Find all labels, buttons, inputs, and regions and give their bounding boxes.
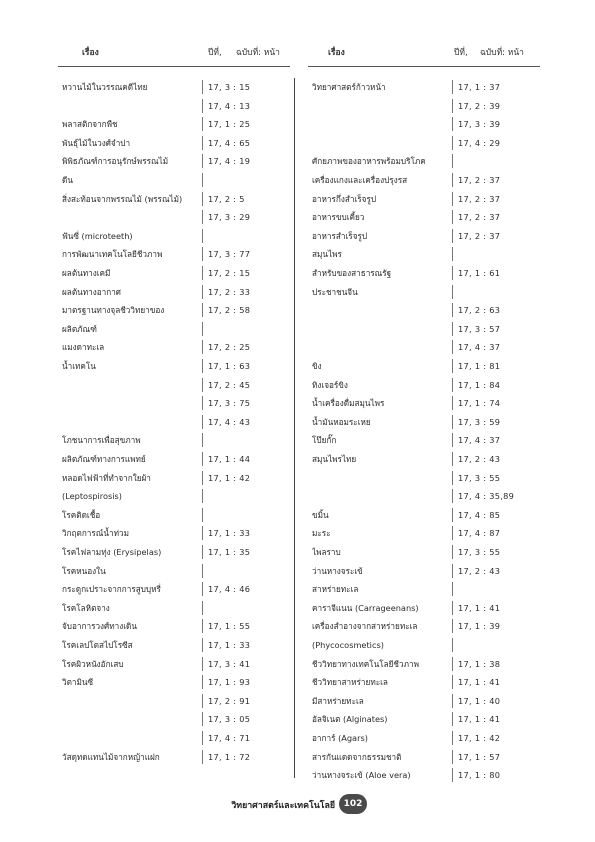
index-row xyxy=(62,396,292,410)
index-topic: สมุนไพรไทย xyxy=(312,454,357,464)
column-separator xyxy=(452,489,453,503)
index-topic: โรคโลหิตจาง xyxy=(62,602,110,613)
column-separator xyxy=(202,471,203,485)
index-year-issue-page: 17, 2 : 25 xyxy=(208,342,251,353)
index-topic: ชีววิทยาสาหร่ายทะเล xyxy=(312,677,388,688)
column-separator xyxy=(452,750,453,764)
index-year-issue-page: 17, 1 : 41 xyxy=(458,677,501,688)
index-row xyxy=(312,136,547,150)
index-topic: ว่านหางจระเข้ (Aloe vera) xyxy=(312,770,411,781)
index-row xyxy=(312,768,547,782)
index-topic: วิกฤตการณ์น้ำท่วม xyxy=(62,528,129,539)
index-year-issue-page: 17, 2 : 43 xyxy=(458,565,501,576)
column-separator xyxy=(452,154,453,168)
index-year-issue-page: 17, 4 : 19 xyxy=(208,156,251,167)
footer-journal-title: วิทยาศาสตร์และเทคโนโลยี xyxy=(231,801,335,811)
index-year-issue-page: 17, 2 : 37 xyxy=(458,193,501,204)
column-separator xyxy=(452,285,453,299)
index-row xyxy=(312,619,547,633)
index-year-issue-page: 17, 1 : 81 xyxy=(458,361,501,371)
column-separator xyxy=(202,266,203,280)
index-row xyxy=(62,452,292,466)
index-year-issue-page: 17, 4 : 13 xyxy=(208,100,251,111)
index-row xyxy=(62,526,292,540)
index-year-issue-page: 17, 4 : 85 xyxy=(458,509,501,520)
column-separator xyxy=(202,340,203,354)
column-separator xyxy=(452,731,453,745)
index-row xyxy=(312,712,547,726)
column-separator xyxy=(452,99,453,113)
index-topic: สมุนไพร xyxy=(312,249,342,260)
index-topic: หวานไม้ในวรรณคดีไทย xyxy=(62,82,148,92)
index-topic: ประชาชนจีน xyxy=(312,286,358,297)
index-year-issue-page: 17, 1 : 93 xyxy=(208,677,251,688)
index-row xyxy=(62,545,292,559)
column-separator xyxy=(202,136,203,150)
index-row xyxy=(312,545,547,559)
index-row xyxy=(312,471,547,485)
column-separator xyxy=(202,489,203,503)
index-topic: ขิง xyxy=(312,361,322,371)
right-header-topic: เรื่อง xyxy=(328,48,345,58)
column-separator xyxy=(452,471,453,485)
index-year-issue-page: 17, 2 : 15 xyxy=(208,268,251,278)
index-row xyxy=(62,136,292,150)
index-topic: โรคเลปโตสไปโรซีส xyxy=(62,640,133,650)
index-row xyxy=(62,582,292,596)
index-year-issue-page: 17, 1 : 25 xyxy=(208,119,251,130)
index-topic: สำหรับของสาธารณรัฐ xyxy=(312,268,392,278)
column-separator xyxy=(452,266,453,280)
column-separator xyxy=(202,675,203,689)
index-row xyxy=(62,210,292,224)
column-separator xyxy=(202,192,203,206)
index-topic: เครื่องสำอางจากสาหร่ายทะเล xyxy=(312,621,418,632)
index-row xyxy=(312,80,547,94)
column-separator xyxy=(202,526,203,540)
index-year-issue-page: 17, 1 : 63 xyxy=(208,361,251,371)
index-year-issue-page: 17, 1 : 61 xyxy=(458,268,501,278)
right-header-year: ปีที่, xyxy=(454,48,468,58)
column-separator xyxy=(452,173,453,187)
index-year-issue-page: 17, 4 : 46 xyxy=(208,584,251,595)
index-year-issue-page: 17, 2 : 33 xyxy=(208,286,251,297)
index-row xyxy=(312,750,547,764)
index-topic: มะระ xyxy=(312,528,331,539)
index-row xyxy=(62,192,292,206)
column-separator xyxy=(452,582,453,596)
index-row xyxy=(312,526,547,540)
index-topic: วิทยาศาสตร์ก้าวหน้า xyxy=(312,82,386,92)
column-separator xyxy=(452,340,453,354)
index-row xyxy=(312,694,547,708)
index-topic: ว่านหางจระเข้ xyxy=(312,565,363,576)
index-row xyxy=(312,303,547,317)
index-year-issue-page: 17, 4 : 65 xyxy=(208,137,251,148)
index-year-issue-page: 17, 4 : 37 xyxy=(458,435,501,446)
index-row xyxy=(62,712,292,726)
index-year-issue-page: 17, 3 : 29 xyxy=(208,212,251,223)
index-row xyxy=(312,582,547,596)
page-footer xyxy=(0,790,595,820)
index-row xyxy=(312,489,547,503)
index-year-issue-page: 17, 1 : 72 xyxy=(208,751,251,762)
index-row xyxy=(312,154,547,168)
column-separator xyxy=(452,657,453,671)
index-row xyxy=(62,657,292,671)
column-separator xyxy=(202,619,203,633)
index-year-issue-page: 17, 1 : 74 xyxy=(458,398,501,409)
index-year-issue-page: 17, 4 : 37 xyxy=(458,342,501,353)
index-row xyxy=(312,340,547,354)
column-separator xyxy=(452,210,453,224)
index-year-issue-page: 17, 1 : 42 xyxy=(208,472,251,483)
index-row xyxy=(312,192,547,206)
column-separator xyxy=(452,508,453,522)
index-row xyxy=(62,694,292,708)
index-year-issue-page: 17, 3 : 05 xyxy=(208,714,251,725)
column-separator xyxy=(452,433,453,447)
column-separator xyxy=(202,415,203,429)
index-topic: หลอดไฟฟ้าที่ทำจากใยผ้า xyxy=(62,472,151,483)
index-year-issue-page: 17, 2 : 63 xyxy=(458,305,501,316)
index-row xyxy=(312,266,547,280)
index-topic: ศักยภาพของอาหารพร้อมบริโภค xyxy=(312,156,426,167)
column-separator xyxy=(202,750,203,764)
index-year-issue-page: 17, 2 : 37 xyxy=(458,212,501,223)
index-row xyxy=(312,210,547,224)
index-topic: โป๊ยกั๊ก xyxy=(312,435,337,446)
index-row xyxy=(62,415,292,429)
index-topic: อาหารสำเร็จรูป xyxy=(312,230,368,241)
index-row xyxy=(312,117,547,131)
index-row xyxy=(312,508,547,522)
column-separator xyxy=(202,694,203,708)
index-topic: (Phycocosmetics) xyxy=(312,640,384,650)
column-separator xyxy=(452,619,453,633)
index-year-issue-page: 17, 2 : 43 xyxy=(458,454,501,464)
index-topic: โภชนาการเพื่อสุขภาพ xyxy=(62,435,141,446)
index-year-issue-page: 17, 3 : 41 xyxy=(208,658,251,669)
index-row xyxy=(312,675,547,689)
index-year-issue-page: 17, 1 : 33 xyxy=(208,640,251,650)
column-separator xyxy=(452,694,453,708)
index-topic: ดีน xyxy=(62,175,73,185)
index-row xyxy=(62,99,292,113)
column-separator xyxy=(202,657,203,671)
column-separator xyxy=(202,452,203,466)
index-topic: ฟันซี่ (microteeth) xyxy=(62,230,133,241)
index-row xyxy=(62,378,292,392)
index-year-issue-page: 17, 2 : 91 xyxy=(208,695,251,706)
index-year-issue-page: 17, 1 : 84 xyxy=(458,379,501,390)
index-row xyxy=(62,675,292,689)
column-separator xyxy=(202,99,203,113)
index-row xyxy=(312,657,547,671)
index-topic: ทิงเจอร์ขิง xyxy=(312,379,348,390)
index-year-issue-page: 17, 1 : 57 xyxy=(458,751,501,762)
index-topic: กระดูกเปราะจากการสูบบุหรี่ xyxy=(62,584,161,595)
index-year-issue-page: 17, 1 : 39 xyxy=(458,621,501,632)
index-topic: สิ่งสะท้อนจากพรรณไม้ (พรรณไม้) xyxy=(62,193,183,204)
index-topic: อัลจิเนต (Alginates) xyxy=(312,714,388,725)
index-topic: วิตามินซี xyxy=(62,677,94,688)
column-separator xyxy=(202,303,203,317)
column-separator xyxy=(452,712,453,726)
column-separator xyxy=(202,210,203,224)
index-year-issue-page: 17, 3 : 77 xyxy=(208,249,251,260)
index-year-issue-page: 17, 2 : 37 xyxy=(458,230,501,241)
index-topic: โรคผิวหนังอักเสบ xyxy=(62,658,124,669)
index-topic: มาตรฐานทางจุลชีววิทยาของ xyxy=(62,305,165,316)
index-year-issue-page: 17, 4 : 35,89 xyxy=(458,491,515,502)
index-row xyxy=(62,508,292,522)
column-separator xyxy=(452,229,453,243)
index-topic: ไพลราบ xyxy=(312,547,341,557)
index-row xyxy=(312,359,547,373)
left-header-issue-page: ฉบับที่: หน้า xyxy=(236,48,280,58)
right-header-rule xyxy=(308,66,540,67)
index-year-issue-page: 17, 2 : 58 xyxy=(208,305,251,316)
page-number-badge: 102 xyxy=(339,794,367,814)
index-row xyxy=(62,433,292,447)
index-topic: จับอาการวงศ์ทางเดิน xyxy=(62,621,137,632)
index-year-issue-page: 17, 4 : 87 xyxy=(458,528,501,539)
index-year-issue-page: 17, 1 : 37 xyxy=(458,82,501,92)
right-header-issue-page: ฉบับที่: หน้า xyxy=(480,48,524,58)
index-topic: เครื่องแกงและเครื่องปรุงรส xyxy=(312,175,408,185)
column-separator xyxy=(452,601,453,615)
index-year-issue-page: 17, 2 : 45 xyxy=(208,379,251,390)
index-year-issue-page: 17, 1 : 80 xyxy=(458,770,501,781)
index-row xyxy=(62,80,292,94)
index-year-issue-page: 17, 3 : 57 xyxy=(458,323,501,334)
index-row xyxy=(62,489,292,503)
index-topic: อาการ์ (Agars) xyxy=(312,733,368,743)
index-topic: ขมิ้น xyxy=(312,509,329,520)
index-year-issue-page: 17, 3 : 15 xyxy=(208,82,251,92)
index-row xyxy=(312,638,547,652)
column-separator xyxy=(202,508,203,522)
index-year-issue-page: 17, 3 : 55 xyxy=(458,472,501,483)
index-topic: ผลิตภัณฑ์ทางการแพทย์ xyxy=(62,454,146,464)
column-separator xyxy=(202,173,203,187)
index-year-issue-page: 17, 1 : 41 xyxy=(458,714,501,725)
index-row xyxy=(62,471,292,485)
column-separator xyxy=(452,136,453,150)
column-separator xyxy=(452,322,453,336)
index-row xyxy=(62,340,292,354)
index-year-issue-page: 17, 2 : 5 xyxy=(208,193,245,204)
column-divider xyxy=(294,78,295,778)
index-row xyxy=(312,378,547,392)
index-row xyxy=(312,285,547,299)
index-year-issue-page: 17, 4 : 43 xyxy=(208,416,251,427)
column-separator xyxy=(452,117,453,131)
column-separator xyxy=(202,582,203,596)
index-topic: พันธุ์ไม้ในวงศ์จำปา xyxy=(62,137,131,148)
index-year-issue-page: 17, 1 : 44 xyxy=(208,454,251,464)
index-row xyxy=(312,99,547,113)
column-separator xyxy=(202,731,203,745)
column-separator xyxy=(452,192,453,206)
index-row xyxy=(312,601,547,615)
index-row xyxy=(62,731,292,745)
left-header-rule xyxy=(58,66,290,67)
index-topic: สาหร่ายทะเล xyxy=(312,584,359,595)
index-row xyxy=(312,564,547,578)
index-topic: แมงดาทะเล xyxy=(62,342,105,353)
index-year-issue-page: 17, 3 : 55 xyxy=(458,547,501,557)
index-year-issue-page: 17, 1 : 33 xyxy=(208,528,251,539)
column-separator xyxy=(452,526,453,540)
index-year-issue-page: 17, 1 : 38 xyxy=(458,658,501,669)
column-separator xyxy=(452,359,453,373)
index-row xyxy=(312,322,547,336)
index-topic: โรคหนองใน xyxy=(62,565,106,576)
column-separator xyxy=(452,564,453,578)
index-row xyxy=(312,415,547,429)
index-topic: น้ำเทคโน xyxy=(62,361,96,371)
index-row xyxy=(312,247,547,261)
column-separator xyxy=(202,80,203,94)
column-separator xyxy=(452,675,453,689)
index-topic: น้ำเครื่องดื่มสมุนไพร xyxy=(312,398,385,409)
index-topic: อาหารกึ่งสำเร็จรูป xyxy=(312,193,377,204)
column-separator xyxy=(202,396,203,410)
column-separator xyxy=(452,638,453,652)
index-year-issue-page: 17, 1 : 41 xyxy=(458,602,501,613)
index-year-issue-page: 17, 4 : 29 xyxy=(458,137,501,148)
index-year-issue-page: 17, 4 : 71 xyxy=(208,733,251,743)
index-topic: สารกันแดดจากธรรมชาติ xyxy=(312,751,402,762)
column-separator xyxy=(202,322,203,336)
index-row xyxy=(62,638,292,652)
column-separator xyxy=(202,378,203,392)
column-separator xyxy=(452,415,453,429)
index-row xyxy=(62,601,292,615)
column-separator xyxy=(452,80,453,94)
index-year-issue-page: 17, 1 : 42 xyxy=(458,733,501,743)
index-topic: คาราจีแนน (Carrageenans) xyxy=(312,602,419,613)
index-year-issue-page: 17, 2 : 39 xyxy=(458,100,501,111)
index-row xyxy=(62,303,292,317)
index-topic: น้ำมันหอมระเหย xyxy=(312,416,371,427)
column-separator xyxy=(202,359,203,373)
column-separator xyxy=(452,247,453,261)
column-separator xyxy=(202,247,203,261)
index-topic: (Leptospirosis) xyxy=(62,491,122,502)
index-row xyxy=(62,154,292,168)
index-topic: โรคไฟลามทุ่ง (Erysipelas) xyxy=(62,547,162,557)
index-row xyxy=(312,731,547,745)
column-separator xyxy=(452,378,453,392)
index-row xyxy=(312,452,547,466)
index-row xyxy=(62,750,292,764)
index-year-issue-page: 17, 1 : 35 xyxy=(208,547,251,557)
index-row xyxy=(62,359,292,373)
index-year-issue-page: 17, 2 : 37 xyxy=(458,175,501,185)
column-separator xyxy=(452,303,453,317)
index-row xyxy=(62,285,292,299)
index-topic: อาหารขบเคี้ยว xyxy=(312,212,365,223)
column-separator xyxy=(452,396,453,410)
left-header-year: ปีที่, xyxy=(208,48,222,58)
index-row xyxy=(62,564,292,578)
index-row xyxy=(312,173,547,187)
index-row xyxy=(62,322,292,336)
index-topic: การพัฒนาเทคโนโลยีชีวภาพ xyxy=(62,249,163,260)
index-topic: ผลต้นทางเคมี xyxy=(62,268,111,278)
index-year-issue-page: 17, 3 : 39 xyxy=(458,119,501,130)
column-separator xyxy=(202,564,203,578)
index-topic: วัสดุทดแทนไม้จากหญ้าแฝก xyxy=(62,751,160,762)
index-year-issue-page: 17, 3 : 59 xyxy=(458,416,501,427)
left-header-topic: เรื่อง xyxy=(82,48,99,58)
column-separator xyxy=(202,285,203,299)
index-topic: โรคติดเชื้อ xyxy=(62,509,101,520)
index-row xyxy=(62,229,292,243)
index-row xyxy=(62,619,292,633)
column-separator xyxy=(452,452,453,466)
index-topic: พิพิธภัณฑ์การอนุรักษ์พรรณไม้ xyxy=(62,156,169,167)
index-row xyxy=(62,173,292,187)
index-topic: ชีววิทยาทางเทคโนโลยีชีวภาพ xyxy=(312,658,419,669)
column-separator xyxy=(202,601,203,615)
column-separator xyxy=(202,117,203,131)
index-row xyxy=(312,396,547,410)
index-row xyxy=(312,229,547,243)
index-row xyxy=(62,117,292,131)
column-separator xyxy=(202,638,203,652)
column-separator xyxy=(202,229,203,243)
index-topic: ผลต้นทางอากาศ xyxy=(62,286,121,297)
index-year-issue-page: 17, 3 : 75 xyxy=(208,398,251,409)
column-separator xyxy=(202,545,203,559)
index-year-issue-page: 17, 1 : 55 xyxy=(208,621,251,632)
index-row xyxy=(62,266,292,280)
index-row xyxy=(312,433,547,447)
column-separator xyxy=(452,768,453,782)
index-topic: ผลิตภัณฑ์ xyxy=(62,323,97,334)
index-topic: พลาสติกจากพืช xyxy=(62,119,118,130)
column-separator xyxy=(202,433,203,447)
index-year-issue-page: 17, 1 : 40 xyxy=(458,695,501,706)
column-separator xyxy=(202,712,203,726)
index-topic: มีสาหร่ายทะเล xyxy=(312,695,364,706)
column-separator xyxy=(202,154,203,168)
index-row xyxy=(62,247,292,261)
column-separator xyxy=(452,545,453,559)
